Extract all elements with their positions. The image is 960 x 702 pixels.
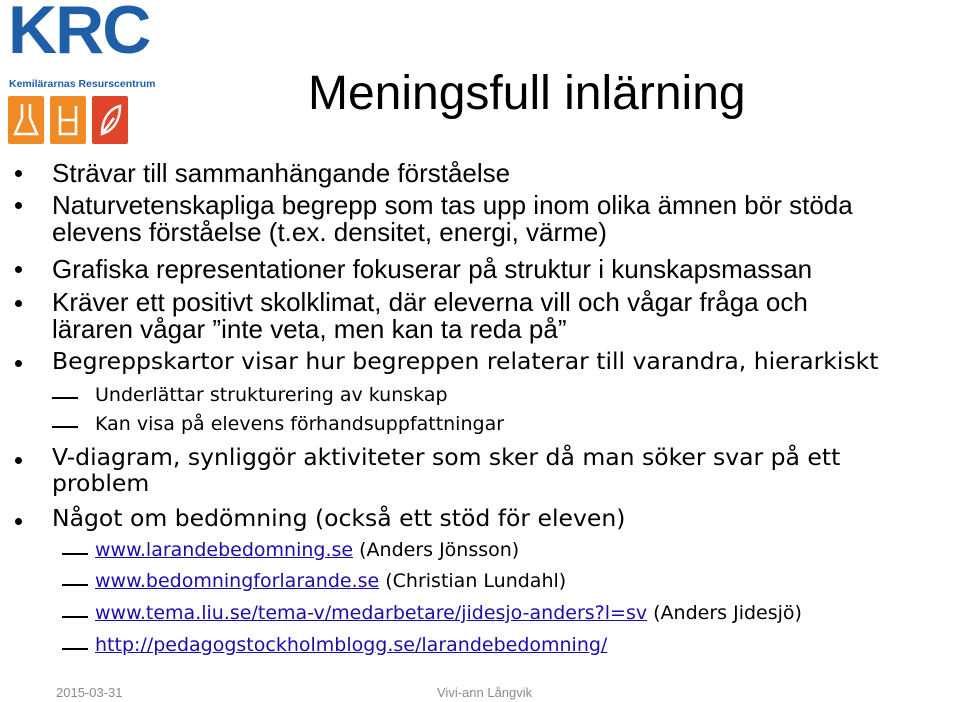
bullet-1: Strävar till sammanhängande förståelse xyxy=(52,158,511,188)
sub-item-1: Underlättar strukturering av kunskap xyxy=(95,384,448,406)
leaf-icon xyxy=(92,96,128,144)
slide-title: Meningsfull inlärning xyxy=(308,67,746,120)
assessment-note: (Anders Jönsson) xyxy=(353,539,520,561)
krc-logo xyxy=(0,0,170,160)
bullet-3: Grafiska representationer fokuserar på struktur i kunskapsmassan xyxy=(52,254,813,284)
bullet-dot xyxy=(15,202,22,209)
sub-item-2: Kan visa på elevens förhandsuppfattningar xyxy=(95,413,505,435)
assessment-item-2 xyxy=(95,572,566,591)
bullet-6-line2: problem xyxy=(52,469,150,497)
link-tema-liu[interactable]: www.tema.liu.se/tema-v/medarbetare/jidesjo-anders?l=sv xyxy=(95,602,648,624)
link-bedomningforlarande[interactable]: www.bedomningforlarande.se xyxy=(95,570,380,592)
assessment-item-4 xyxy=(95,636,607,655)
link-pedagogstockholm[interactable]: http://pedagogstockholmblogg.se/larandebedomning/ xyxy=(95,634,608,656)
bullet-dot xyxy=(15,266,22,273)
dash-marker xyxy=(62,616,88,618)
dash-marker xyxy=(52,397,78,399)
bullet-dot xyxy=(15,170,22,177)
bullet-dot xyxy=(15,518,22,525)
bullet-2-line1: Naturvetenskapliga begrepp som tas upp inom olika ämnen bör stöda xyxy=(52,190,853,220)
dash-marker xyxy=(62,584,88,586)
bullet-dot xyxy=(15,360,22,367)
bullet-7: Något om bedömning (också ett stöd för eleven) xyxy=(52,504,626,532)
bullet-2-line2: elevens förståelse (t.ex. densitet, energi, värme) xyxy=(52,217,607,247)
bullet-dot xyxy=(15,300,22,307)
dash-marker xyxy=(62,553,88,555)
bullet-5: Begreppskartor visar hur begreppen relaterar till varandra, hierarkiskt xyxy=(52,347,879,375)
dash-marker xyxy=(52,426,78,428)
flask-icon xyxy=(8,96,44,144)
footer-author: Vivi-ann Långvik xyxy=(437,685,533,700)
logo-subtitle: Kemilärarnas Resurscentrum xyxy=(9,78,156,90)
assessment-item-1 xyxy=(95,541,519,560)
dash-marker xyxy=(62,648,88,650)
assessment-note: (Anders Jidesjö) xyxy=(647,602,802,624)
link-larandebedomning[interactable]: www.larandebedomning.se xyxy=(95,539,354,561)
beaker-icon xyxy=(50,96,86,144)
bullet-4-line1: Kräver ett positivt skolklimat, där eleverna vill och vågar fråga och xyxy=(52,287,808,317)
logo-tiles xyxy=(8,96,128,144)
logo-wordmark: KRC xyxy=(8,0,150,68)
bullet-6-line1: V-diagram, synliggör aktiviteter som sker då man söker svar på ett xyxy=(52,443,841,471)
bullet-dot xyxy=(15,457,22,464)
assessment-item-3 xyxy=(95,604,802,623)
assessment-note: (Christian Lundahl) xyxy=(379,570,567,592)
bullet-4-line2: läraren vågar ”inte veta, men kan ta reda på” xyxy=(52,314,567,344)
footer-date: 2015-03-31 xyxy=(56,685,123,700)
